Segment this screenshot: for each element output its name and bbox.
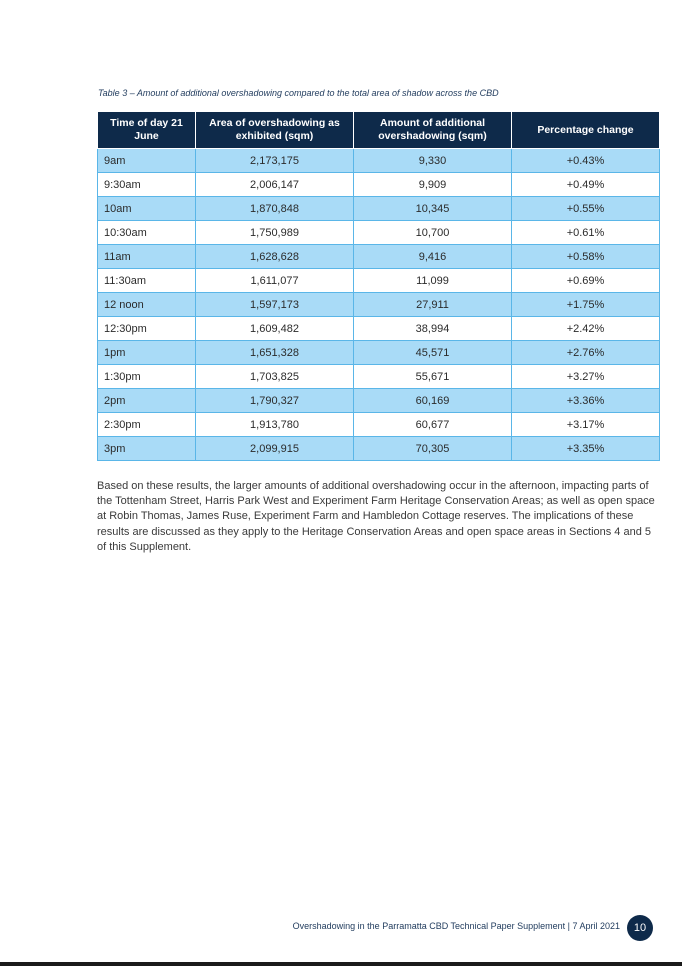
cell-time: 1pm xyxy=(98,341,196,365)
cell-additional: 45,571 xyxy=(354,341,512,365)
cell-percent: +0.69% xyxy=(512,269,660,293)
table-row xyxy=(98,245,660,269)
cell-time: 10:30am xyxy=(98,221,196,245)
cell-additional: 9,909 xyxy=(354,173,512,197)
cell-area: 2,099,915 xyxy=(196,437,354,461)
cell-area: 1,611,077 xyxy=(196,269,354,293)
table-row xyxy=(98,365,660,389)
cell-percent: +3.17% xyxy=(512,413,660,437)
cell-area: 1,750,989 xyxy=(196,221,354,245)
cell-percent: +0.58% xyxy=(512,245,660,269)
cell-area: 1,651,328 xyxy=(196,341,354,365)
header-area-exhibited: Area of overshadowing as exhibited (sqm) xyxy=(196,112,354,149)
cell-time: 2:30pm xyxy=(98,413,196,437)
footer-text: Overshadowing in the Parramatta CBD Technical Paper Supplement | 7 April 2021 xyxy=(292,921,620,931)
table-row xyxy=(98,221,660,245)
cell-additional: 10,345 xyxy=(354,197,512,221)
table-row xyxy=(98,317,660,341)
table-row xyxy=(98,341,660,365)
header-percentage-change: Percentage change xyxy=(512,112,660,149)
cell-area: 1,913,780 xyxy=(196,413,354,437)
table-row xyxy=(98,269,660,293)
table-caption: Table 3 – Amount of additional overshadowing compared to the total area of shadow across the CBD xyxy=(98,88,499,98)
cell-percent: +0.43% xyxy=(512,149,660,173)
table-header-row xyxy=(98,112,660,149)
cell-area: 1,790,327 xyxy=(196,389,354,413)
table-row xyxy=(98,413,660,437)
cell-additional: 55,671 xyxy=(354,365,512,389)
cell-area: 1,609,482 xyxy=(196,317,354,341)
cell-time: 2pm xyxy=(98,389,196,413)
cell-time: 12 noon xyxy=(98,293,196,317)
cell-percent: +0.55% xyxy=(512,197,660,221)
cell-time: 12:30pm xyxy=(98,317,196,341)
cell-percent: +3.36% xyxy=(512,389,660,413)
cell-additional: 9,416 xyxy=(354,245,512,269)
cell-area: 1,870,848 xyxy=(196,197,354,221)
cell-percent: +0.61% xyxy=(512,221,660,245)
results-paragraph: Based on these results, the larger amounts of additional overshadowing occur in the afternoon, impacting parts of the Tottenham Street, Harris Park West and Experiment Farm Heritage Conservation Areas; as well as open space at Robin Thomas, James Ruse, Experiment Farm and Hambledon Cottage reserves. The implications of these results are discussed as they apply to the Heritage Conservation Areas and open space areas in Sections 4 and 5 of this Supplement. xyxy=(97,480,655,553)
cell-area: 1,703,825 xyxy=(196,365,354,389)
cell-additional: 60,169 xyxy=(354,389,512,413)
cell-area: 2,006,147 xyxy=(196,173,354,197)
cell-additional: 38,994 xyxy=(354,317,512,341)
cell-additional: 10,700 xyxy=(354,221,512,245)
bottom-border xyxy=(0,962,682,966)
cell-time: 10am xyxy=(98,197,196,221)
table-row xyxy=(98,173,660,197)
cell-time: 3pm xyxy=(98,437,196,461)
page-number-badge: 10 xyxy=(627,915,653,941)
table-row xyxy=(98,389,660,413)
cell-percent: +3.27% xyxy=(512,365,660,389)
cell-additional: 11,099 xyxy=(354,269,512,293)
cell-additional: 9,330 xyxy=(354,149,512,173)
cell-area: 1,597,173 xyxy=(196,293,354,317)
cell-additional: 60,677 xyxy=(354,413,512,437)
table-row xyxy=(98,197,660,221)
cell-percent: +3.35% xyxy=(512,437,660,461)
table-row xyxy=(98,437,660,461)
cell-additional: 27,911 xyxy=(354,293,512,317)
cell-time: 9:30am xyxy=(98,173,196,197)
cell-time: 1:30pm xyxy=(98,365,196,389)
cell-percent: +0.49% xyxy=(512,173,660,197)
cell-time: 11:30am xyxy=(98,269,196,293)
cell-percent: +2.42% xyxy=(512,317,660,341)
table-row xyxy=(98,149,660,173)
cell-percent: +2.76% xyxy=(512,341,660,365)
cell-additional: 70,305 xyxy=(354,437,512,461)
cell-area: 2,173,175 xyxy=(196,149,354,173)
table-row xyxy=(98,293,660,317)
header-time-of-day: Time of day 21 June xyxy=(98,112,196,149)
cell-area: 1,628,628 xyxy=(196,245,354,269)
header-additional-overshadowing: Amount of additional overshadowing (sqm) xyxy=(354,112,512,149)
overshadowing-table xyxy=(97,111,660,461)
cell-percent: +1.75% xyxy=(512,293,660,317)
cell-time: 9am xyxy=(98,149,196,173)
cell-time: 11am xyxy=(98,245,196,269)
